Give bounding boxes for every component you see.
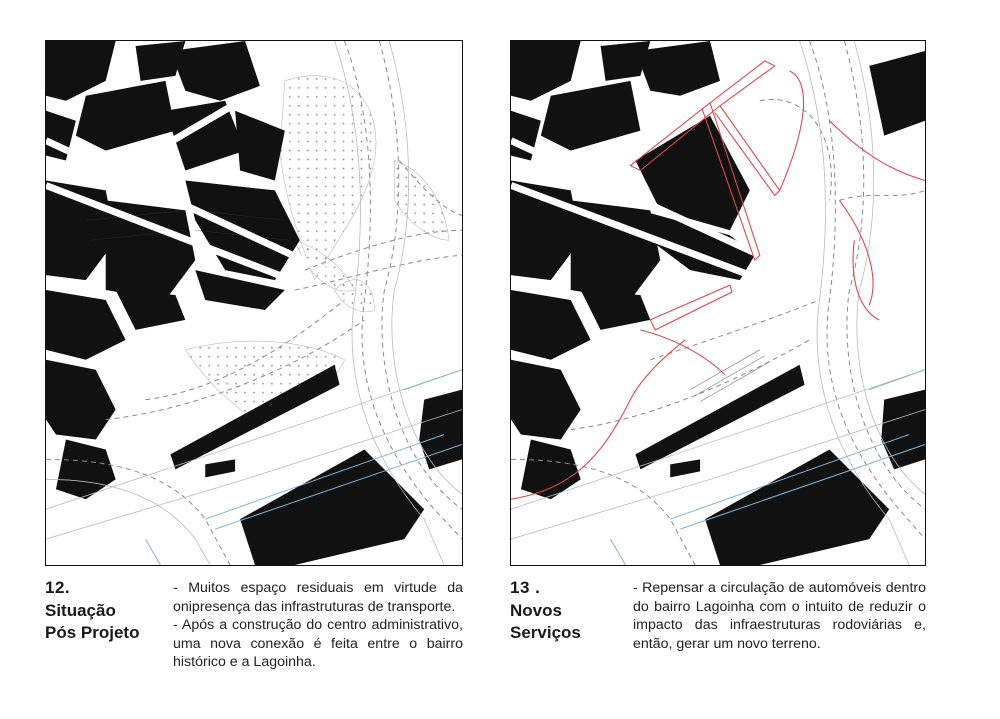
site-plan-post-project bbox=[45, 40, 463, 566]
panel-12-paragraph-2: - Após a construção do centro administrativo, uma nova conexão é feita entre o bairro histórico e a Lagoinha. bbox=[173, 617, 463, 671]
panel-12-title-line2: Pós Projeto bbox=[45, 623, 140, 642]
panel-12-title bbox=[45, 600, 139, 644]
panel-12-number: 12. bbox=[45, 578, 71, 597]
panel-13-title-line2: Serviços bbox=[510, 623, 581, 642]
site-plan-drawing-new bbox=[511, 41, 925, 565]
panel-13-paragraph-1: - Repensar a circulação de automóveis dentro do bairro Lagoinha com o intuito de reduzir o impacto das infraestruturas rodoviárias e, então, gerar um novo terreno. bbox=[633, 580, 926, 652]
panel-12-paragraph-1: - Muitos espaço residuais em virtude da onipresença das infrastruturas de transporte. bbox=[173, 580, 463, 615]
site-plan-drawing bbox=[46, 41, 462, 565]
panel-12-title-line1: Situação bbox=[45, 601, 116, 620]
panel-13-title-line1: Novos bbox=[510, 601, 562, 620]
panel-13-title bbox=[510, 600, 581, 644]
panel-13-description bbox=[633, 579, 926, 653]
panel-13-number: 13 . bbox=[510, 578, 541, 597]
panel-12-description bbox=[173, 579, 463, 672]
site-plan-new-services bbox=[510, 40, 926, 566]
